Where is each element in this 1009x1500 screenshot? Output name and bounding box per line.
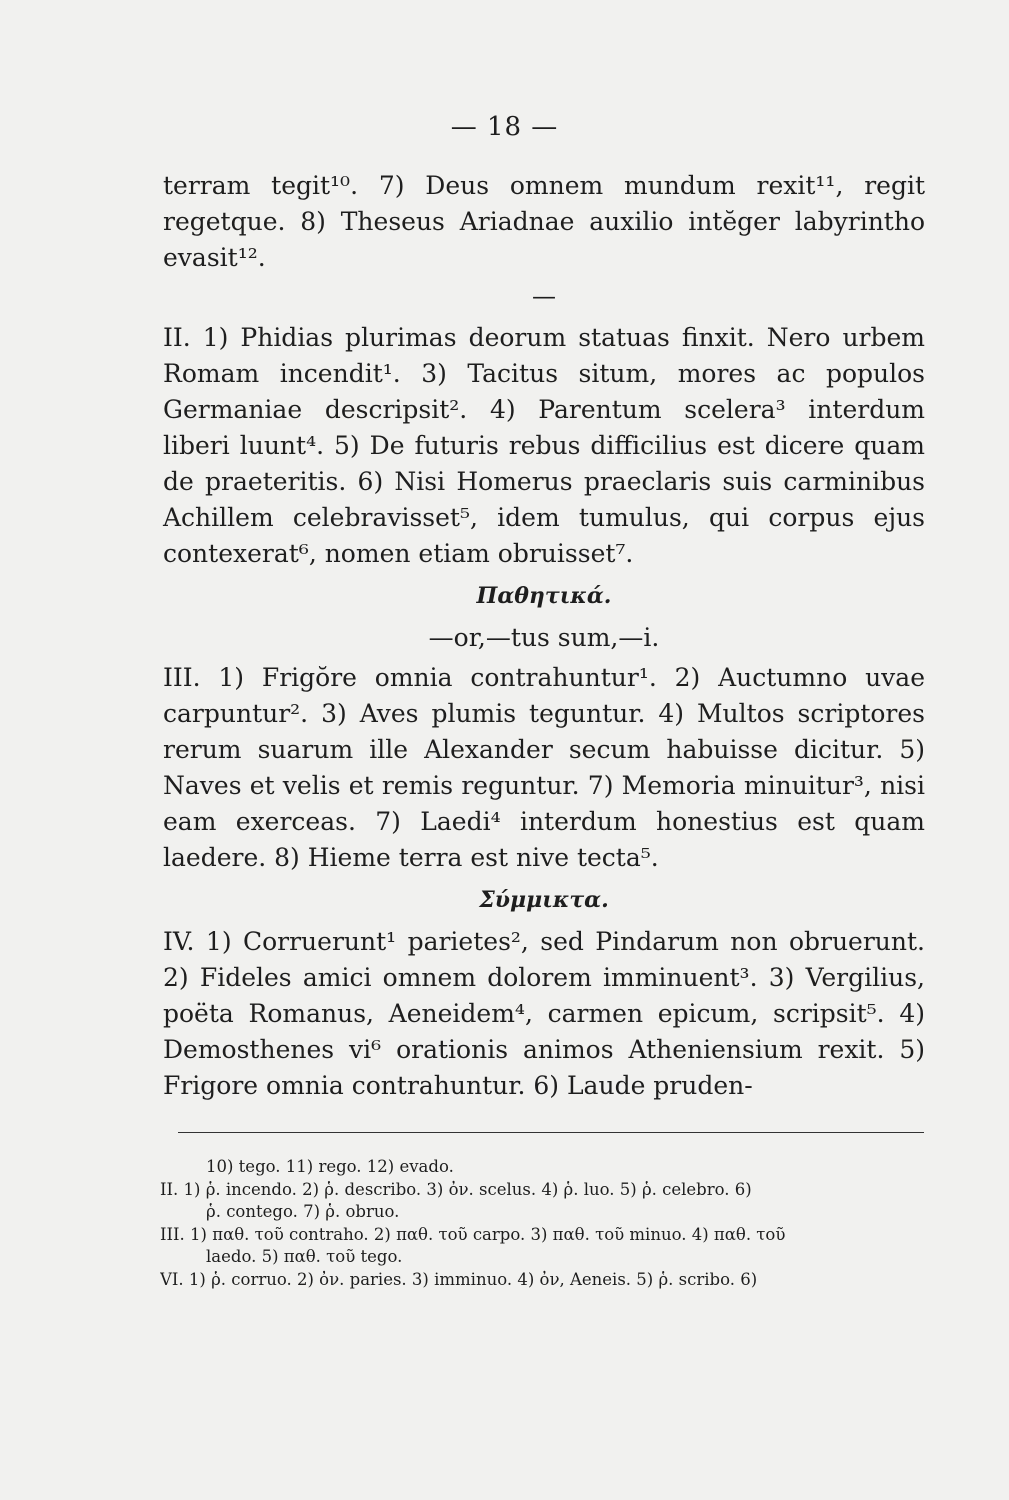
footnote-line: laedo. 5) παθ. τοῦ tego.	[206, 1247, 403, 1266]
heading-forms: —or,—tus sum,—i.	[428, 623, 660, 652]
footnote-line: VI. 1) ῥ. corruo. 2) ὀν. paries. 3) imminuo. 4) ὀν, Aeneis. 5) ῥ. scribo. 6)	[160, 1269, 758, 1289]
footnote-line: II. 1) ῥ. incendo. 2) ῥ. describo. 3) ὀν. scelus. 4) ῥ. luo. 5) ῥ. celebro. 6)	[160, 1179, 752, 1199]
section-separator: —	[532, 282, 556, 310]
footnote-divider	[178, 1132, 924, 1133]
paragraph-continuation: terram tegit¹⁰. 7) Deus omnem mundum rexit¹¹, regit regetque. 8) Theseus Ariadnae auxilio intĕger labyrintho evasit¹².	[163, 171, 925, 272]
paragraph-II: II. 1) Phidias plurimas deorum statuas finxit. Nero urbem Romam incendit¹. 3) Tacitus situm, mores ac populos Germaniae descripsit². 4) Parentum scelera³ interdum liberi luunt⁴. 5) De futuris rebus difficilius est dicere quam de praeteritis. 6) Nisi Homerus praeclaris suis carminibus Achillem celebravisset⁵, idem tumulus, qui corpus ejus contexerat⁶, nomen etiam obruisset⁷.	[163, 323, 925, 568]
footnote-line: III. 1) παθ. τοῦ contraho. 2) παθ. τοῦ carpo. 3) παθ. τοῦ minuo. 4) παθ. τοῦ	[160, 1224, 786, 1244]
paragraph-III: III. 1) Frigŏre omnia contrahuntur¹. 2) Auctumno uvae carpuntur². 3) Aves plumis teguntur. 4) Multos scriptores rerum suarum ille Alexander secum habuisse dicitur. 5) Naves et velis et remis reguntur. 7) Memoria minuitur³, nisi eam exerceas. 7) Laedi⁴ interdum honestius est quam laedere. 8) Hieme terra est nive tecta⁵.	[163, 663, 925, 872]
main-text	[163, 168, 925, 1104]
paragraph-IV: IV. 1) Corruerunt¹ parietes², sed Pindarum non obruerunt. 2) Fideles amici omnem dolorem imminuent³. 3) Vergilius, poëta Romanus, Aeneidem⁴, carmen epicum, scripsit⁵. 4) Demosthenes vi⁶ orationis animos Atheniensium rexit. 5) Frigore omnia contrahuntur. 6) Laude pruden-	[163, 927, 925, 1100]
footnote-line: ῥ. contego. 7) ῥ. obruo.	[206, 1202, 400, 1221]
footnote-line: 10) tego. 11) rego. 12) evado.	[206, 1157, 454, 1176]
footnotes	[160, 1156, 930, 1291]
heading-mixed: Σύμμικτα.	[479, 887, 609, 913]
page-number: — 18 —	[450, 112, 559, 142]
heading-passive: Παθητικά.	[476, 583, 612, 609]
